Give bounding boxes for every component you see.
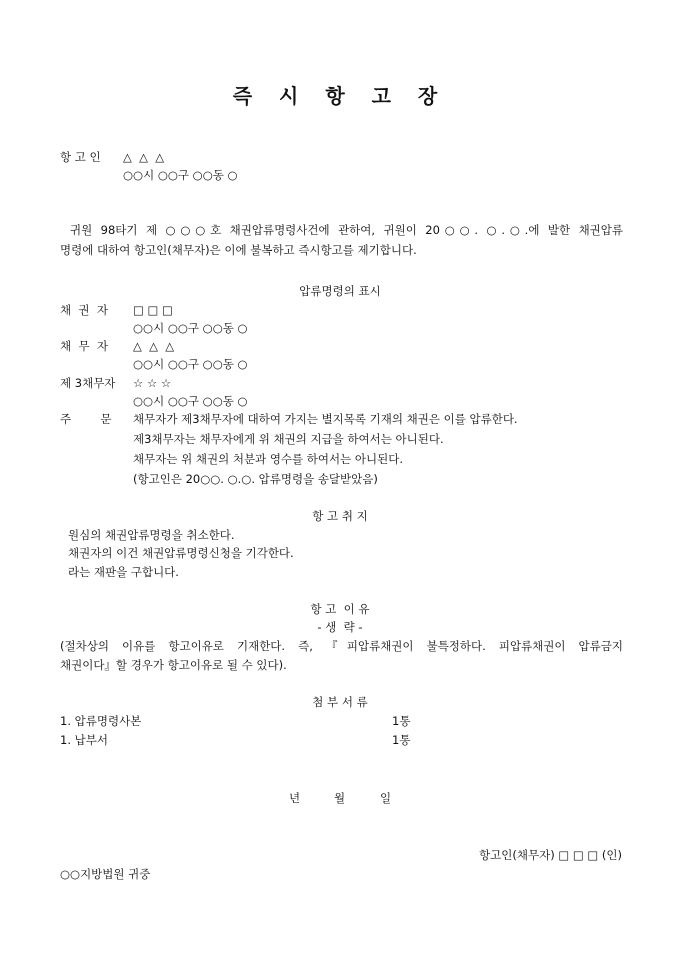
main-text-line-1: 채무자가 제3채무자에 대하여 가지는 별지목록 기재의 채권은 이를 압류한다. xyxy=(133,412,518,426)
reasons-note-line-2: 채권이다』할 경우가 항고이유로 될 수 있다). xyxy=(60,658,287,672)
attachment-item-name: 1. 납부서 xyxy=(60,733,108,747)
main-text-line-3: 채무자는 위 채권의 처분과 영수를 하여서는 아니된다. xyxy=(133,452,403,466)
intro-line-1: 귀원 98타기 제 ○○○호 채권압류명령사건에 관하여, 귀원이 20○○. ○.○.에 발한 채권압류 xyxy=(70,223,623,237)
appellant-address: ○○시 ○○구 ○○동 ○ xyxy=(123,168,238,182)
debtor-address: ○○시 ○○구 ○○동 ○ xyxy=(133,357,248,371)
appellant-label: 항 고 인 xyxy=(60,150,101,164)
signature-line: 항고인(채무자) □ □ □ (인) xyxy=(479,848,622,862)
seizure-order-heading: 압류명령의 표시 xyxy=(299,284,381,298)
court-addressee: ○○지방법원 귀중 xyxy=(60,867,151,881)
third-debtor-label: 제 3채무자 xyxy=(60,376,116,390)
purpose-line-3: 라는 재판을 구합니다. xyxy=(68,565,179,579)
purpose-line-2: 채권자의 이건 채권압류명령신청을 기각한다. xyxy=(68,546,294,560)
purpose-heading: 항 고 취 지 xyxy=(312,509,368,523)
creditor-address: ○○시 ○○구 ○○동 ○ xyxy=(133,321,248,335)
attachment-item-count: 1통 xyxy=(392,733,411,747)
intro-line-2: 명령에 대하여 항고인(채무자)은 이에 불복하고 즉시항고를 제기합니다. xyxy=(60,243,417,257)
debtor-label: 채 무 자 xyxy=(60,339,108,353)
third-debtor-address: ○○시 ○○구 ○○동 ○ xyxy=(133,394,248,408)
third-debtor-name: ☆ ☆ ☆ xyxy=(133,376,172,390)
document-title: 즉 시 항 고 장 xyxy=(232,84,448,108)
creditor-name: □ □ □ xyxy=(133,303,173,317)
appellant-name: △ △ △ xyxy=(123,150,165,164)
main-text-line-2: 제3채무자는 채무자에게 위 채권의 지급을 하여서는 아니된다. xyxy=(133,432,444,446)
attachment-item-count: 1통 xyxy=(392,714,411,728)
date-day: 일 xyxy=(380,791,392,805)
attachment-item-name: 1. 압류명령사본 xyxy=(60,714,142,728)
creditor-label: 채 권 자 xyxy=(60,303,108,317)
main-text-label: 주 문 xyxy=(60,412,112,426)
reasons-omitted: - 생 략 - xyxy=(317,620,363,634)
date-month: 월 xyxy=(334,791,346,805)
debtor-name: △ △ △ xyxy=(133,339,175,353)
attachments-heading: 첨 부 서 류 xyxy=(312,695,368,709)
main-text-line-4: (항고인은 20○○. ○.○. 압류명령을 송달받았음) xyxy=(133,472,378,486)
reasons-note-line-1: (절차상의 이유를 항고이유로 기재한다. 즉, 『피압류채권이 불특정하다. 피압류채권이 압류금지 xyxy=(60,639,623,653)
reasons-heading: 항 고 이 유 xyxy=(310,602,370,616)
purpose-line-1: 원심의 채권압류명령을 취소한다. xyxy=(68,528,235,542)
date-year: 년 xyxy=(289,791,301,805)
